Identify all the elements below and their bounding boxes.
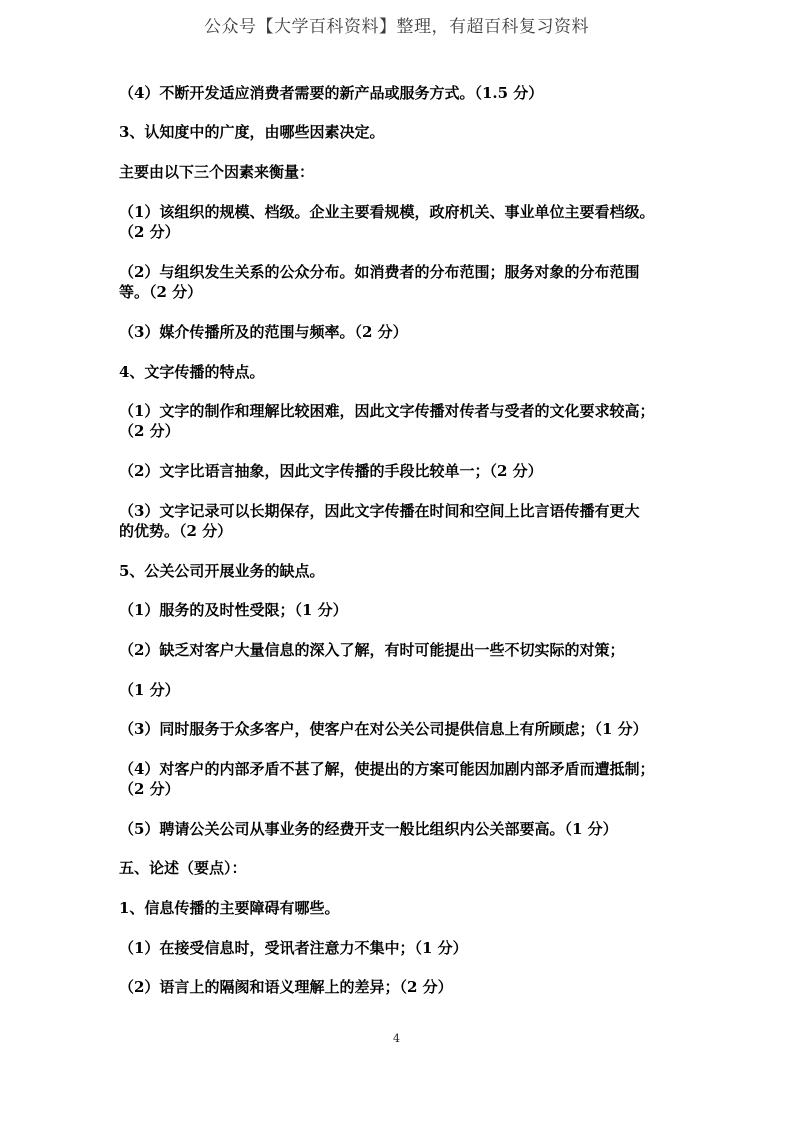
text-line: （1）文字的制作和理解比较困难，因此文字传播对传者与受者的文化要求较高；: [119, 402, 655, 420]
question-heading: 4、文字传播的特点。: [119, 363, 265, 381]
text-line: （2 分）: [119, 780, 180, 798]
text-line: （1 分）: [119, 681, 180, 699]
text-line: （2）语言上的隔阂和语义理解上的差异；（2 分）: [119, 978, 453, 996]
page-header: 公众号【大学百科资料】整理，有超百科复习资料: [204, 17, 589, 37]
text-line: （2）与组织发生关系的公众分布。如消费者的分布范围；服务对象的分布范围: [119, 263, 640, 281]
question-heading: 5、公关公司开展业务的缺点。: [119, 562, 325, 580]
text-line: （1）在接受信息时，受讯者注意力不集中；（1 分）: [119, 939, 468, 957]
text-line: 等。（2 分）: [119, 283, 203, 301]
section-heading: 五、论述（要点）：: [119, 859, 247, 877]
question-heading: 3、认知度中的广度，由哪些因素决定。: [119, 123, 385, 141]
text-line: 的优势。（2 分）: [119, 522, 233, 540]
text-line: （2）缺乏对客户大量信息的深入了解，有时可能提出一些不切实际的对策；: [119, 641, 625, 659]
text-line: （2 分）: [119, 223, 180, 241]
text-line: （4）不断开发适应消费者需要的新产品或服务方式。（1.5 分）: [119, 84, 544, 102]
text-line: （2）文字比语言抽象，因此文字传播的手段比较单一；（2 分）: [119, 462, 543, 480]
page-number: 4: [393, 1032, 400, 1045]
text-line: （3）媒介传播所及的范围与频率。（2 分）: [119, 323, 408, 341]
text-line: （3）同时服务于众多客户，使客户在对公关公司提供信息上有所顾虑；（1 分）: [119, 720, 648, 738]
question-heading: 1、信息传播的主要障碍有哪些。: [119, 899, 340, 917]
text-line: （2 分）: [119, 422, 180, 440]
text-line: （4）对客户的内部矛盾不甚了解，使提出的方案可能因加剧内部矛盾而遭抵制；: [119, 760, 655, 778]
text-line: （3）文字记录可以长期保存，因此文字传播在时间和空间上比言语传播有更大: [119, 502, 640, 520]
text-line: （1）服务的及时性受限；（1 分）: [119, 601, 348, 619]
text-line: （5）聘请公关公司从事业务的经费开支一般比组织内公关部要高。（1 分）: [119, 820, 618, 838]
text-line: （1）该组织的规模、档级。企业主要看规模，政府机关、事业单位主要看档级。: [119, 203, 655, 221]
text-line: 主要由以下三个因素来衡量：: [119, 163, 315, 181]
